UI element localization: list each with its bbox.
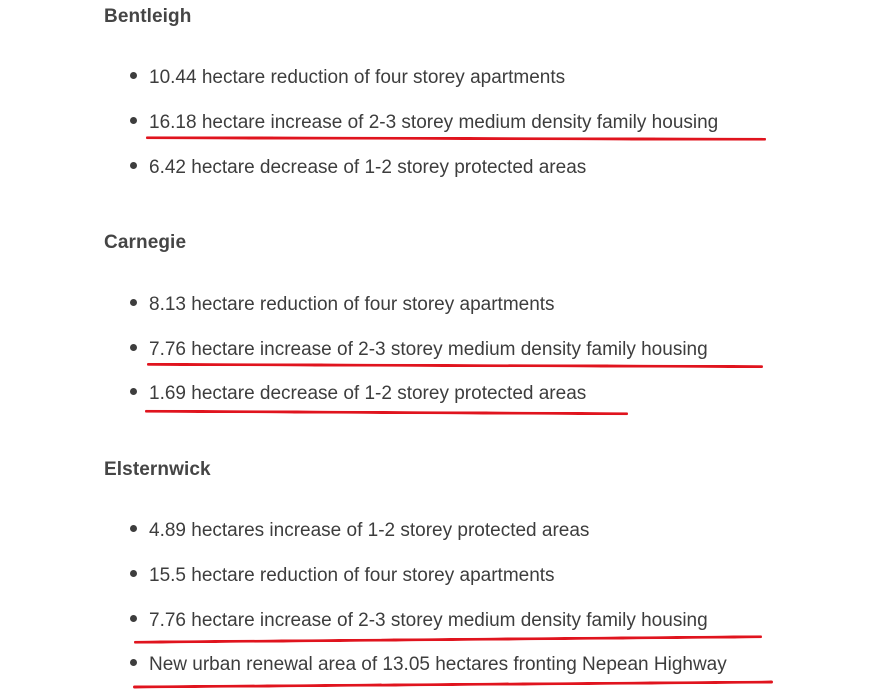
list-item-text: 6.42 hectare decrease of 1-2 storey protected areas (149, 157, 587, 178)
list-item (130, 382, 586, 406)
list-item (130, 293, 555, 317)
list-item (130, 338, 708, 362)
bullet-icon (130, 615, 137, 622)
list-item-text: 15.5 hectare reduction of four storey apartments (149, 565, 555, 586)
annotation-underline (133, 680, 773, 688)
list-item (130, 653, 727, 677)
list-item-text: New urban renewal area of 13.05 hectares fronting Nepean Highway (149, 654, 727, 675)
list-item (130, 156, 586, 180)
bullet-icon (130, 299, 137, 306)
annotation-underline (145, 410, 628, 416)
list-item (130, 564, 555, 588)
list-item (130, 519, 589, 543)
list-item (130, 609, 708, 633)
list-item-text: 10.44 hectare reduction of four storey apartments (149, 67, 566, 88)
section-heading-elsternwick: Elsternwick (104, 459, 211, 480)
list-item-text: 16.18 hectare increase of 2-3 storey medium density family housing (149, 112, 719, 133)
list-item-text: 7.76 hectare increase of 2-3 storey medium density family housing (149, 610, 708, 631)
bullet-icon (130, 72, 137, 79)
bullet-icon (130, 570, 137, 577)
annotation-underline (147, 363, 763, 368)
section-heading-bentleigh: Bentleigh (104, 6, 192, 27)
bullet-icon (130, 344, 137, 351)
list-item-text: 7.76 hectare increase of 2-3 storey medium density family housing (149, 339, 708, 360)
bullet-icon (130, 525, 137, 532)
bullet-icon (130, 659, 137, 666)
bullet-icon (130, 388, 137, 395)
list-item-text: 4.89 hectares increase of 1-2 storey protected areas (149, 520, 590, 541)
bullet-icon (130, 117, 137, 124)
bullet-icon (130, 162, 137, 169)
list-item (130, 66, 565, 90)
annotation-underline (146, 136, 766, 141)
list-item (130, 111, 718, 135)
list-item-text: 1.69 hectare decrease of 1-2 storey protected areas (149, 383, 587, 404)
annotation-underline (134, 635, 762, 643)
section-heading-carnegie: Carnegie (104, 232, 187, 253)
list-item-text: 8.13 hectare reduction of four storey apartments (149, 294, 555, 315)
